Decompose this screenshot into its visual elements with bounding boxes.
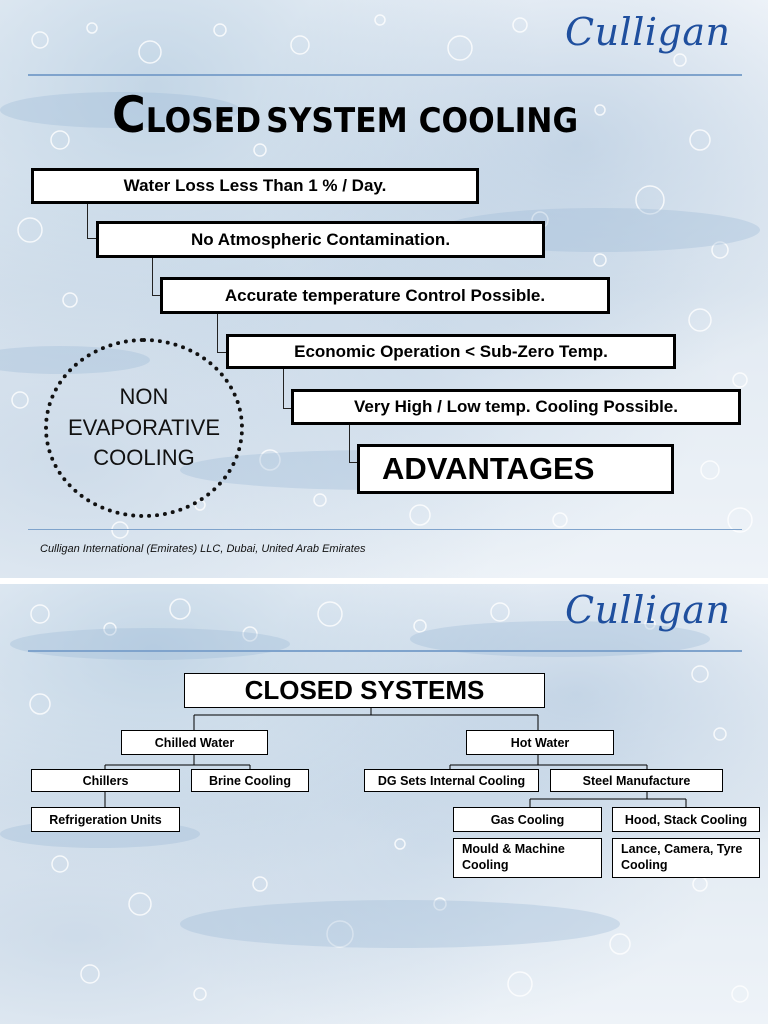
step-box-water-loss: Water Loss Less Than 1 % / Day. — [31, 168, 479, 204]
tree-connector-lines — [0, 584, 768, 1024]
footer-text: Culligan International (Emirates) LLC, Dubai, United Arab Emirates — [40, 543, 366, 555]
non-evaporative-cooling-circle — [44, 338, 244, 518]
node-mould-machine-cooling: Mould & Machine Cooling — [453, 838, 602, 878]
node-refrigeration-units: Refrigeration Units — [31, 807, 180, 832]
circle-line-2: EVAPORATIVE — [67, 414, 220, 440]
node-dg-sets: DG Sets Internal Cooling — [364, 769, 539, 792]
closed-systems-title: CLOSED SYSTEMS — [184, 673, 545, 708]
node-chilled-water: Chilled Water — [121, 730, 268, 755]
node-hot-water: Hot Water — [466, 730, 614, 755]
culligan-logo: Culligan — [565, 588, 731, 632]
title-initial: C — [112, 86, 146, 144]
node-hood-stack-cooling: Hood, Stack Cooling — [612, 807, 760, 832]
node-gas-cooling: Gas Cooling — [453, 807, 602, 832]
slide-title — [112, 86, 578, 144]
node-brine-cooling: Brine Cooling — [191, 769, 309, 792]
node-lance-camera-tyre-cooling: Lance, Camera, Tyre Cooling — [612, 838, 760, 878]
step-box-no-contamination: No Atmospheric Contamination. — [96, 221, 545, 258]
step-box-high-low-temp: Very High / Low temp. Cooling Possible. — [291, 389, 741, 425]
title-word-2: SYSTEM COOLING — [266, 101, 579, 141]
slide-closed-systems-tree — [0, 584, 768, 1024]
circle-line-1: NON — [119, 383, 169, 409]
title-word-1: LOSED — [145, 101, 262, 141]
circle-line-3: COOLING — [93, 445, 195, 471]
step-box-temperature-control: Accurate temperature Control Possible. — [160, 277, 610, 314]
culligan-logo: Culligan — [565, 10, 731, 54]
node-chillers: Chillers — [31, 769, 180, 792]
advantages-box: ADVANTAGES — [357, 444, 674, 494]
footer-rule — [28, 529, 742, 530]
step-box-economic-operation: Economic Operation < Sub-Zero Temp. — [226, 334, 676, 369]
header-rule — [28, 74, 742, 76]
node-steel-manufacture: Steel Manufacture — [550, 769, 723, 792]
